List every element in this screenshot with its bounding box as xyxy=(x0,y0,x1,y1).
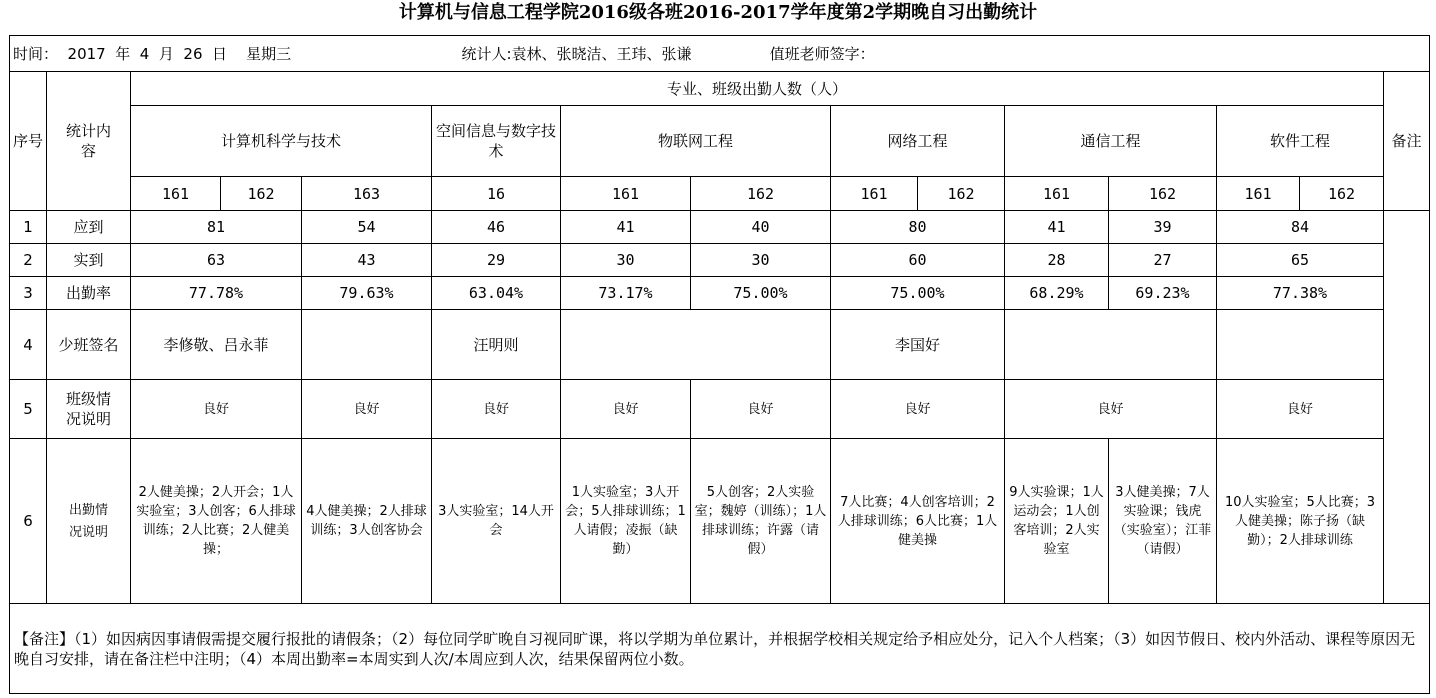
attendance-note: 10人实验室；5人比赛；3人健美操；陈子扬（缺勤）；2人排球训练 xyxy=(1217,439,1384,604)
class-status: 良好 xyxy=(302,380,432,439)
cell-value: 30 xyxy=(561,244,691,277)
class-cell: 161 xyxy=(831,177,918,211)
class-status: 良好 xyxy=(561,380,691,439)
notes-cell: 【备注】（1）如因病因事请假需提交履行报批的请假条；（2）每位同学旷晚自习视同旷课，将以学期为单位累计，并根据学校相关规定给予相应处分，记入个人档案；（3）如因节假日、校内外活动、课程等原因无晚自习安排，请在备注栏中注明；（4）本周出勤率=本周实到人次/本周应到人次，结果保留两位小数。 xyxy=(10,604,1430,694)
row-label: 少班签名 xyxy=(47,310,131,380)
cell-value: 68.29% xyxy=(1005,277,1109,310)
cell-value: 80 xyxy=(831,211,1005,244)
class-status: 良好 xyxy=(691,380,831,439)
major-iot: 物联网工程 xyxy=(561,106,831,177)
row-label: 出勤情况说明 xyxy=(47,439,131,604)
cell-value: 79.63% xyxy=(302,277,432,310)
attendance-note: 5人创客；2人实验室；魏婷（训练）；1人排球训练；许露（请假） xyxy=(691,439,831,604)
row-seq: 1 xyxy=(10,211,47,244)
major-cs: 计算机科学与技术 xyxy=(131,106,432,177)
cell-value: 28 xyxy=(1005,244,1109,277)
row-seq: 3 xyxy=(10,277,47,310)
class-status: 良好 xyxy=(131,380,302,439)
monitor-signature xyxy=(1005,310,1217,380)
class-row xyxy=(10,177,1430,211)
monitor-signature: 汪明则 xyxy=(432,310,561,380)
monitor-signature xyxy=(561,310,831,380)
table-row xyxy=(10,211,1430,244)
table-row xyxy=(10,439,1430,604)
row-seq: 2 xyxy=(10,244,47,277)
remark-cell xyxy=(1384,211,1430,604)
attendance-note: 9人实验课；1人运动会；1人创客培训；2人实验室 xyxy=(1005,439,1109,604)
table-row xyxy=(10,244,1430,277)
header-seq: 序号 xyxy=(10,72,47,211)
attendance-note: 7人比赛；4人创客培训；2人排球训练；6人比赛；1人健美操 xyxy=(831,439,1005,604)
cell-value: 84 xyxy=(1217,211,1384,244)
major-software: 软件工程 xyxy=(1217,106,1384,177)
class-cell: 16 xyxy=(432,177,561,211)
cell-value: 27 xyxy=(1109,244,1217,277)
cell-value: 41 xyxy=(561,211,691,244)
info-right xyxy=(432,36,1430,72)
monitor-signature: 李国好 xyxy=(831,310,1005,380)
monitor-signature xyxy=(1217,310,1384,380)
class-cell: 161 xyxy=(131,177,221,211)
class-cell: 162 xyxy=(691,177,831,211)
cell-value: 43 xyxy=(302,244,432,277)
class-cell: 161 xyxy=(1217,177,1300,211)
major-network: 网络工程 xyxy=(831,106,1005,177)
attendance-note: 1人实验室；3人开会；5人排球训练；1人请假；凌振（缺勤） xyxy=(561,439,691,604)
cell-value: 60 xyxy=(831,244,1005,277)
class-cell: 163 xyxy=(302,177,432,211)
class-cell: 161 xyxy=(561,177,691,211)
cell-value: 40 xyxy=(691,211,831,244)
row-seq: 4 xyxy=(10,310,47,380)
class-cell: 162 xyxy=(221,177,302,211)
header-group: 专业、班级出勤人数（人） xyxy=(131,72,1384,106)
class-cell: 162 xyxy=(918,177,1005,211)
class-cell: 162 xyxy=(1109,177,1217,211)
cell-value: 39 xyxy=(1109,211,1217,244)
row-label: 班级情况说明 xyxy=(47,380,131,439)
class-status: 良好 xyxy=(1217,380,1384,439)
class-status: 良好 xyxy=(831,380,1005,439)
cell-value: 77.78% xyxy=(131,277,302,310)
attendance-table xyxy=(9,35,1430,694)
table-row xyxy=(10,380,1430,439)
cell-value: 73.17% xyxy=(561,277,691,310)
cell-value: 54 xyxy=(302,211,432,244)
cell-value: 77.38% xyxy=(1217,277,1384,310)
table-row xyxy=(10,310,1430,380)
cell-value: 41 xyxy=(1005,211,1109,244)
cell-value: 63 xyxy=(131,244,302,277)
class-cell: 162 xyxy=(1300,177,1384,211)
class-status: 良好 xyxy=(432,380,561,439)
cell-value: 29 xyxy=(432,244,561,277)
major-spatial: 空间信息与数字技术 xyxy=(432,106,561,177)
cell-value: 75.00% xyxy=(831,277,1005,310)
header-content: 统计内容 xyxy=(47,72,131,211)
row-label: 出勤率 xyxy=(47,277,131,310)
row-label: 应到 xyxy=(47,211,131,244)
cell-value: 81 xyxy=(131,211,302,244)
class-status: 良好 xyxy=(1005,380,1217,439)
sheet-title: 计算机与信息工程学院2016级各班2016-2017学年度第2学期晚自习出勤统计 xyxy=(398,2,1038,23)
cell-value: 69.23% xyxy=(1109,277,1217,310)
attendance-note: 2人健美操；2人开会；1人实验室；3人创客；6人排球训练；2人比赛；2人健美操； xyxy=(131,439,302,604)
row-label: 实到 xyxy=(47,244,131,277)
cell-value: 75.00% xyxy=(691,277,831,310)
teacher-signature-field: 值班老师签字： xyxy=(769,44,875,63)
major-comm: 通信工程 xyxy=(1005,106,1217,177)
monitor-signature: 李修敬、吕永菲 xyxy=(131,310,302,380)
attendance-note: 4人健美操；2人排球训练；3人创客协会 xyxy=(302,439,432,604)
cell-value: 46 xyxy=(432,211,561,244)
row-seq: 6 xyxy=(10,439,47,604)
cell-value: 65 xyxy=(1217,244,1384,277)
info-row xyxy=(10,36,1430,72)
time-field: 时间： 2017 年 4 月 26 日 星期三 xyxy=(10,36,432,72)
attendance-note: 3人健美操；7人实验课；钱虎（实验室）；江菲（请假） xyxy=(1109,439,1217,604)
monitor-signature xyxy=(302,310,432,380)
class-cell: 161 xyxy=(1005,177,1109,211)
cell-value: 30 xyxy=(691,244,831,277)
row-seq: 5 xyxy=(10,380,47,439)
attendance-note: 3人实验室；14人开会 xyxy=(432,439,561,604)
table-row xyxy=(10,277,1430,310)
header-remark: 备注 xyxy=(1384,72,1430,211)
statistician-field: 统计人:袁林、张晓洁、王玮、张谦 xyxy=(461,44,692,63)
cell-value: 63.04% xyxy=(432,277,561,310)
